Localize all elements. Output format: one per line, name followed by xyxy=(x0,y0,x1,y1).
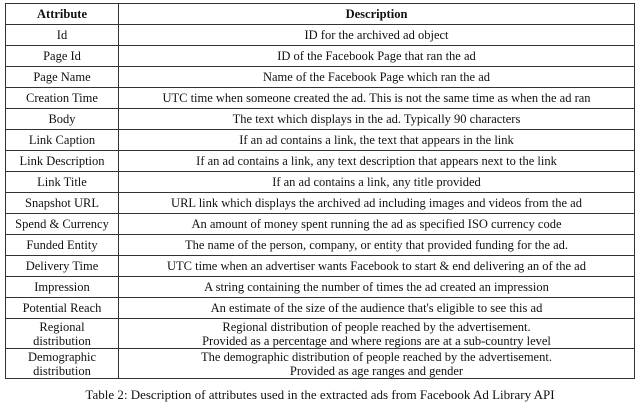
description-text: An amount of money spent running the ad as specified ISO currency code xyxy=(191,217,562,231)
attribute-cell xyxy=(6,46,119,67)
table-row xyxy=(6,109,635,130)
description-cell xyxy=(119,46,635,67)
attribute-text: Impression xyxy=(34,280,90,294)
table-row xyxy=(6,349,635,379)
description-text: If an ad contains a link, any text description that appears next to the link xyxy=(196,154,557,168)
description-cell xyxy=(119,235,635,256)
attribute-cell xyxy=(6,214,119,235)
description-text: If an ad contains a link, any title provided xyxy=(272,175,481,189)
description-cell xyxy=(119,25,635,46)
attribute-cell xyxy=(6,130,119,151)
table-row xyxy=(6,319,635,349)
attribute-text: Link Description xyxy=(19,154,105,168)
table-row xyxy=(6,277,635,298)
description-cell xyxy=(119,88,635,109)
table-row xyxy=(6,214,635,235)
attribute-text: Delivery Time xyxy=(25,259,99,273)
description-text: Name of the Facebook Page which ran the ad xyxy=(262,70,490,84)
attribute-text: Link Caption xyxy=(28,133,96,147)
description-text: Regional distribution of people reached by the advertisement. xyxy=(222,319,531,334)
attribute-cell xyxy=(6,109,119,130)
table-header-row xyxy=(6,4,635,25)
attribute-text: Id xyxy=(56,28,68,42)
description-cell xyxy=(119,172,635,193)
description-cell xyxy=(119,151,635,172)
description-cell xyxy=(119,193,635,214)
table-row xyxy=(6,298,635,319)
description-cell xyxy=(119,130,635,151)
table-row xyxy=(6,130,635,151)
table-row xyxy=(6,151,635,172)
attribute-text: Regional xyxy=(39,319,85,334)
description-cell xyxy=(119,67,635,88)
attribute-cell xyxy=(6,349,119,379)
attribute-cell xyxy=(6,256,119,277)
attribute-text: Funded Entity xyxy=(26,238,98,252)
attribute-cell xyxy=(6,25,119,46)
description-text: A string containing the number of times the ad created an impression xyxy=(204,280,549,294)
attribute-cell xyxy=(6,277,119,298)
attribute-cell xyxy=(6,193,119,214)
table-row xyxy=(6,46,635,67)
description-text: The name of the person, company, or entity that provided funding for the ad. xyxy=(184,238,569,252)
description-cell xyxy=(119,319,635,349)
attribute-text: Creation Time xyxy=(26,91,98,105)
attribute-cell xyxy=(6,151,119,172)
description-cell xyxy=(119,298,635,319)
description-text: ID of the Facebook Page that ran the ad xyxy=(277,49,476,63)
attribute-cell xyxy=(6,88,119,109)
table-row xyxy=(6,88,635,109)
description-cell xyxy=(119,214,635,235)
description-text: The text which displays in the ad. Typically 90 characters xyxy=(232,112,521,126)
attribute-text: distribution xyxy=(33,333,91,348)
attribute-cell xyxy=(6,298,119,319)
table-row xyxy=(6,25,635,46)
table-caption: Table 2: Description of attributes used in the extracted ads from Facebook Ad Library API xyxy=(85,387,555,402)
attribute-cell xyxy=(6,172,119,193)
attribute-cell xyxy=(6,319,119,349)
description-text: An estimate of the size of the audience that's eligible to see this ad xyxy=(210,301,543,315)
table-row xyxy=(6,256,635,277)
attribute-text: Potential Reach xyxy=(22,301,102,315)
header-description: Description xyxy=(119,4,635,25)
description-cell xyxy=(119,256,635,277)
attributes-table xyxy=(5,3,635,379)
attribute-text: distribution xyxy=(33,363,91,378)
description-cell xyxy=(119,277,635,298)
description-text: ID for the archived ad object xyxy=(304,28,449,42)
attribute-text: Page Id xyxy=(43,49,81,63)
attribute-cell xyxy=(6,67,119,88)
attribute-cell xyxy=(6,235,119,256)
description-text: UTC time when someone created the ad. This is not the same time as when the ad ran xyxy=(162,91,591,105)
table-row xyxy=(6,235,635,256)
description-text: Provided as age ranges and gender xyxy=(289,363,464,378)
description-cell xyxy=(119,349,635,379)
attribute-text: Demographic xyxy=(27,349,97,364)
header-attribute: Attribute xyxy=(6,4,119,25)
attribute-text: Link Title xyxy=(37,175,87,189)
description-text: Provided as a percentage and where regions are at a sub-country level xyxy=(202,333,551,348)
description-cell xyxy=(119,109,635,130)
attribute-text: Body xyxy=(48,112,76,126)
attribute-text: Page Name xyxy=(33,70,91,84)
description-text: URL link which displays the archived ad including images and videos from the ad xyxy=(171,196,582,210)
description-text: UTC time when an advertiser wants Facebook to start & end delivering an of the ad xyxy=(167,259,586,273)
table-row xyxy=(6,172,635,193)
attribute-text: Snapshot URL xyxy=(25,196,99,210)
description-text: If an ad contains a link, the text that appears in the link xyxy=(239,133,514,147)
table-row xyxy=(6,67,635,88)
description-text: The demographic distribution of people reached by the advertisement. xyxy=(201,349,552,364)
table-row xyxy=(6,193,635,214)
attribute-text: Spend & Currency xyxy=(15,217,109,231)
